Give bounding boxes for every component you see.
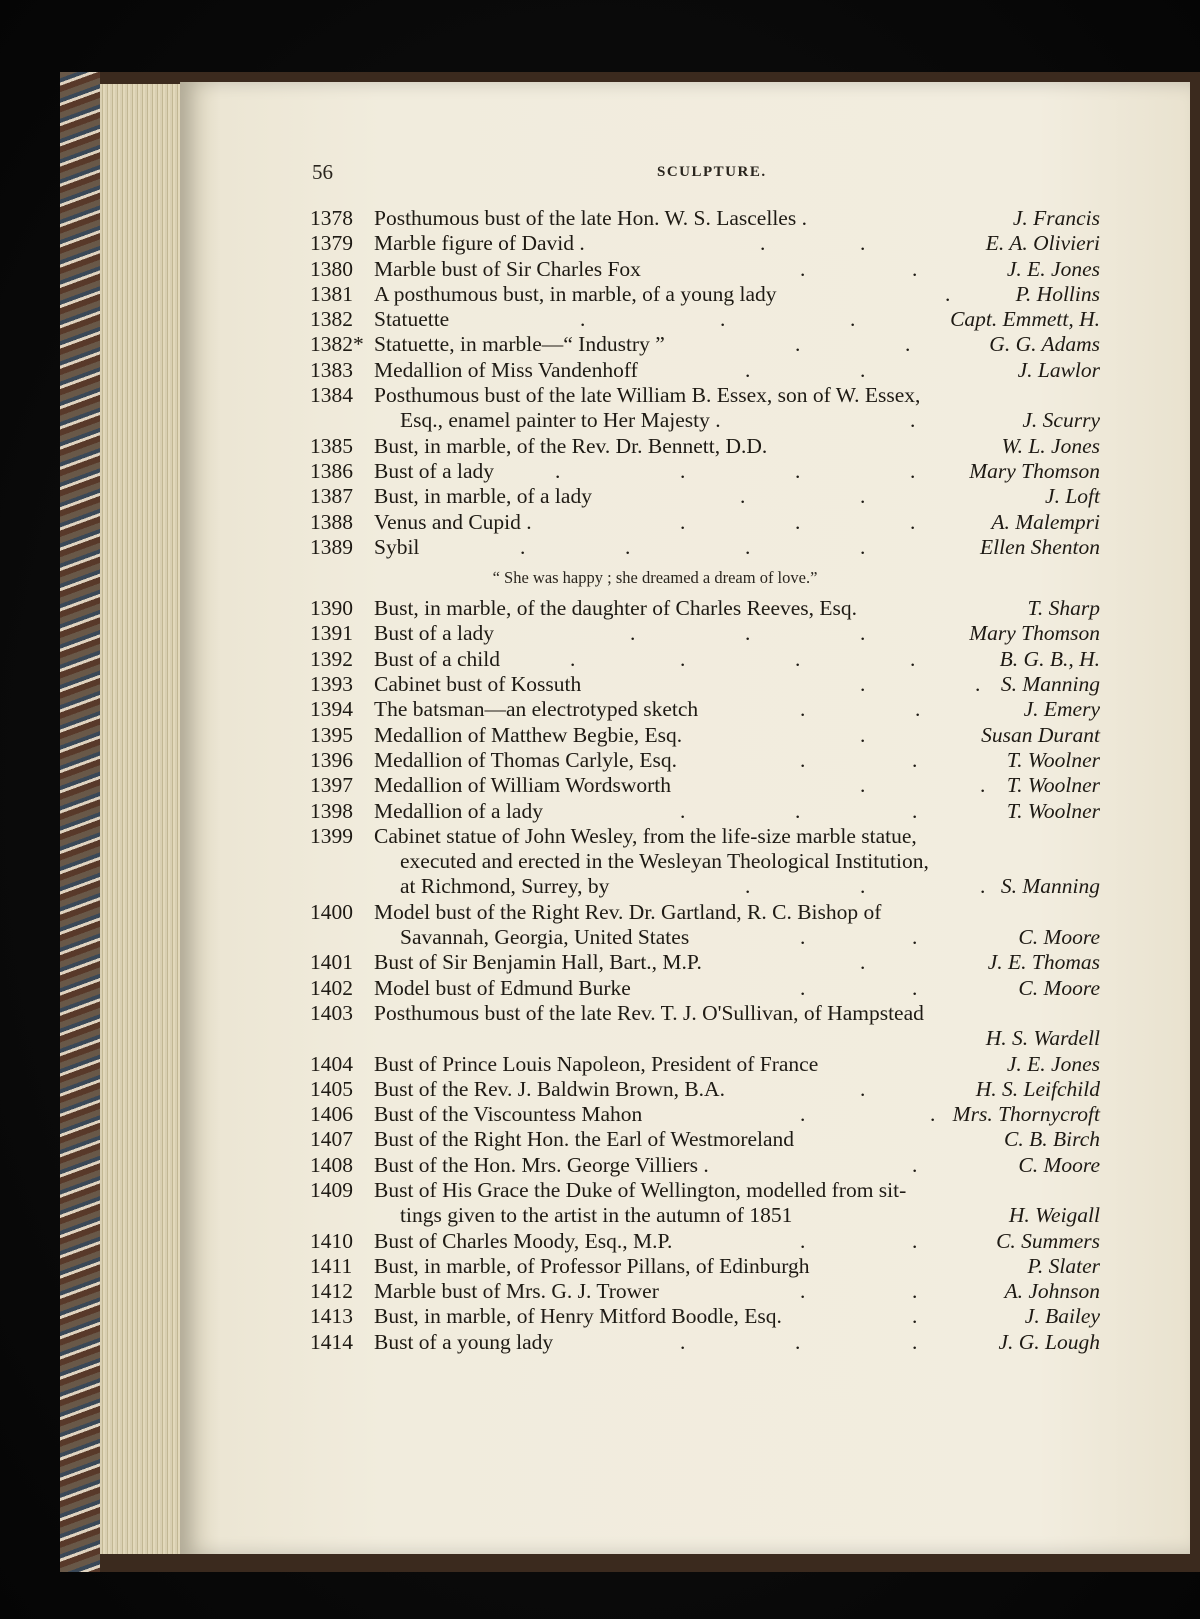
leader-dot: . [680, 798, 686, 823]
entry-title: Posthumous bust of the late Rev. T. J. O'Sullivan, of Hampstead [374, 1000, 924, 1025]
entry-number: 1385 [310, 433, 353, 458]
catalogue-entry [0, 849, 1200, 874]
entry-number: 1386 [310, 458, 353, 483]
entry-number: 1378 [310, 206, 353, 230]
entry-title: Bust, in marble, of Henry Mitford Boodle, Esq. [374, 1304, 782, 1329]
entry-artist: T. Sharp [1027, 596, 1100, 621]
entry-artist: Mrs. Thornycroft [952, 1102, 1100, 1127]
entry-title: Marble bust of Sir Charles Fox [374, 256, 641, 281]
entry-artist: T. Woolner [1006, 798, 1100, 823]
entry-artist: J. G. Lough [998, 1329, 1100, 1354]
entry-number: 1413 [310, 1304, 353, 1329]
leader-dots [0, 697, 1200, 722]
entry-artist: C. Summers [996, 1228, 1100, 1253]
catalogue-entry [0, 950, 1200, 975]
leader-dot: . [800, 925, 806, 950]
leader-dot: . [912, 1152, 918, 1177]
entry-number: 1384 [310, 383, 353, 408]
entry-number: 1401 [310, 950, 353, 975]
entry-number: 1408 [310, 1152, 353, 1177]
leader-dot: . [860, 484, 866, 509]
catalogue-entry [0, 1330, 1200, 1355]
leader-dot: . [745, 874, 751, 899]
running-head [0, 160, 1200, 190]
leader-dot: . [945, 281, 951, 306]
entry-number: 1387 [310, 484, 353, 509]
entry-title: Bust of a lady [374, 458, 495, 483]
leader-dot: . [800, 697, 806, 722]
entry-number: 1406 [310, 1102, 353, 1127]
entry-artist: Ellen Shenton [979, 534, 1100, 559]
leader-dot: . [910, 408, 916, 433]
entry-number: 1396 [310, 747, 353, 772]
leader-dot: . [680, 458, 686, 483]
leader-dot: . [745, 621, 751, 646]
catalogue-entry [0, 1178, 1200, 1203]
entry-number: 1410 [310, 1228, 353, 1253]
entry-title: Bust of Charles Moody, Esq., M.P. [374, 1228, 673, 1253]
leader-dot: . [800, 1102, 806, 1127]
entry-number: 1383 [310, 357, 353, 382]
leader-dot: . [745, 357, 751, 382]
entry-number: 1380 [310, 256, 353, 281]
leader-dot: . [680, 646, 686, 671]
leader-dot: . [580, 307, 586, 332]
entry-number: 1382* [310, 332, 364, 357]
catalogue-entry [0, 434, 1200, 459]
leader-dot: . [680, 1329, 686, 1354]
catalogue-entry [0, 231, 1200, 256]
leader-dot: . [795, 798, 801, 823]
leader-dot: . [740, 484, 746, 509]
entry-artist: J. E. Jones [1006, 256, 1100, 281]
catalogue-entry [0, 874, 1200, 899]
entry-number: 1411 [310, 1253, 353, 1278]
entry-number: 1391 [310, 621, 353, 646]
catalogue-entry [0, 484, 1200, 509]
catalogue-entry [0, 1001, 1200, 1026]
leader-dot: . [912, 798, 918, 823]
entry-title: Savannah, Georgia, United States [400, 925, 690, 950]
entry-artist: A. Johnson [1004, 1279, 1100, 1304]
entry-title: Statuette [374, 307, 450, 332]
entry-title: Medallion of Thomas Carlyle, Esq. [374, 747, 677, 772]
catalogue-entry [0, 697, 1200, 722]
entry-number: 1402 [310, 975, 353, 1000]
entry-title: Medallion of a lady [374, 798, 543, 823]
leader-dot: . [795, 458, 801, 483]
leader-dot: . [795, 1329, 801, 1354]
leader-dot: . [915, 697, 921, 722]
leader-dot: . [850, 307, 856, 332]
catalogue-entry [0, 358, 1200, 383]
leader-dot: . [912, 1329, 918, 1354]
entry-title: Posthumous bust of the late Hon. W. S. Lascelles . [374, 206, 807, 230]
entry-artist: W. L. Jones [1001, 433, 1100, 458]
entry-title: Bust, in marble, of Professor Pillans, of Edinburgh [374, 1253, 810, 1278]
entry-title: Sybil [374, 534, 420, 559]
catalogue-entry [0, 976, 1200, 1001]
entry-number: 1394 [310, 697, 353, 722]
entry-title: Bust of Prince Louis Napoleon, President of France [374, 1051, 819, 1076]
entry-title: The batsman—an electrotyped sketch [374, 697, 699, 722]
entry-title: Medallion of Matthew Begbie, Esq. [374, 722, 683, 747]
entry-artist: C. Moore [1018, 925, 1100, 950]
leader-dot: . [912, 1228, 918, 1253]
leader-dot: . [520, 534, 526, 559]
catalogue-entry [0, 1102, 1200, 1127]
leader-dot: . [860, 231, 866, 256]
entry-number: 1392 [310, 646, 353, 671]
leader-dots [0, 596, 1200, 621]
page-number: 56 [312, 160, 333, 184]
catalogue-entry [0, 1052, 1200, 1077]
leader-dots [0, 1178, 1200, 1203]
leader-dot: . [625, 534, 631, 559]
entry-artist: H. S. Leifchild [975, 1076, 1100, 1101]
leader-dot: . [910, 646, 916, 671]
leader-dots [0, 1304, 1200, 1329]
catalogue-entry [0, 408, 1200, 433]
leader-dot: . [905, 332, 911, 357]
catalogue-entry [0, 459, 1200, 484]
entry-title: A posthumous bust, in marble, of a young lady [374, 281, 777, 306]
entry-title: Bust of the Viscountess Mahon [374, 1102, 643, 1127]
entry-title: Medallion of Miss Vandenhoff [374, 357, 638, 382]
entry-title: Cabinet statue of John Wesley, from the life-size marble statue, [374, 823, 917, 848]
catalogue-entry [0, 1254, 1200, 1279]
leader-dot: . [800, 256, 806, 281]
entry-artist: H. Weigall [1008, 1203, 1100, 1228]
leader-dot: . [720, 307, 726, 332]
entry-artist: H. S. Wardell [985, 1026, 1100, 1051]
entry-number: 1409 [310, 1177, 353, 1202]
catalogue-entry [0, 900, 1200, 925]
entry-artist: J. E. Thomas [987, 950, 1100, 975]
entry-artist: G. G. Adams [989, 332, 1100, 357]
leader-dot: . [555, 458, 561, 483]
catalogue-entry [0, 647, 1200, 672]
entry-number: 1395 [310, 722, 353, 747]
entry-artist: Capt. Emmett, H. [950, 307, 1100, 332]
entry-title: tings given to the artist in the autumn of 1851 [400, 1203, 793, 1228]
entry-artist: J. Lawlor [1017, 357, 1100, 382]
catalogue-entry [0, 1127, 1200, 1152]
entry-artist: J. Emery [1023, 697, 1100, 722]
entry-number: 1381 [310, 281, 353, 306]
catalogue-entry [0, 1026, 1200, 1051]
leader-dot: . [860, 621, 866, 646]
leader-dots [0, 1254, 1200, 1279]
leader-dot: . [795, 646, 801, 671]
catalogue-entry [0, 621, 1200, 646]
entry-title: Marble figure of David . [374, 231, 585, 256]
leader-dot: . [795, 332, 801, 357]
leader-dot: . [760, 231, 766, 256]
catalogue-entry [0, 257, 1200, 282]
entry-artist: S. Manning [1000, 672, 1100, 697]
entry-artist: J. Scurry [1022, 408, 1100, 433]
catalogue-entry [0, 723, 1200, 748]
entry-artist: B. G. B., H. [999, 646, 1100, 671]
leader-dot: . [910, 509, 916, 534]
catalogue-entry [0, 1153, 1200, 1178]
leader-dot: . [570, 646, 576, 671]
entry-artist: E. A. Olivieri [985, 231, 1100, 256]
leader-dot: . [975, 672, 981, 697]
entry-title: Esq., enamel painter to Her Majesty . [400, 408, 721, 433]
leader-dot: . [800, 975, 806, 1000]
entry-number: 1405 [310, 1076, 353, 1101]
leader-dots [0, 849, 1200, 874]
leader-dot: . [860, 1076, 866, 1101]
entry-number: 1398 [310, 798, 353, 823]
leader-dot: . [912, 975, 918, 1000]
entry-artist: T. Woolner [1006, 773, 1100, 798]
leader-dot: . [930, 1102, 936, 1127]
catalogue-entry [0, 307, 1200, 332]
entry-artist: J. E. Jones [1006, 1051, 1100, 1076]
entry-number: 1393 [310, 672, 353, 697]
entry-title: Bust of the Right Hon. the Earl of Westmoreland [374, 1127, 795, 1152]
catalogue-entry [0, 282, 1200, 307]
leader-dots [0, 408, 1200, 433]
entry-artist: A. Malempri [991, 509, 1100, 534]
catalogue-entry [0, 1229, 1200, 1254]
page-heading: SCULPTURE. [657, 164, 767, 180]
entry-title: Venus and Cupid . [374, 509, 532, 534]
leader-dot: . [860, 722, 866, 747]
leader-dot: . [912, 1279, 918, 1304]
catalogue-entry [0, 596, 1200, 621]
catalogue-entry [0, 925, 1200, 950]
catalogue-entry [0, 672, 1200, 697]
entry-artist: J. Bailey [1024, 1304, 1100, 1329]
entry-number: 1414 [310, 1329, 353, 1354]
catalogue-entry [0, 1279, 1200, 1304]
entry-title: executed and erected in the Wesleyan Theological Institution, [400, 849, 929, 874]
leader-dot: . [980, 773, 986, 798]
leader-dot: . [860, 534, 866, 559]
leader-dots [0, 824, 1200, 849]
leader-dot: . [860, 874, 866, 899]
catalogue-entry [0, 206, 1200, 231]
leader-dot: . [800, 747, 806, 772]
catalogue-entry [0, 332, 1200, 357]
entry-title: Marble bust of Mrs. G. J. Trower [374, 1279, 659, 1304]
leader-dot: . [912, 925, 918, 950]
entry-number: 1389 [310, 534, 353, 559]
entry-title: Bust of the Rev. J. Baldwin Brown, B.A. [374, 1076, 725, 1101]
entry-title: Bust, in marble, of the Rev. Dr. Bennett, D.D. [374, 433, 768, 458]
leader-dots [0, 383, 1200, 408]
leader-dot: . [745, 534, 751, 559]
entry-title: Bust of Sir Benjamin Hall, Bart., M.P. [374, 950, 702, 975]
entry-title: Statuette, in marble—“ Industry ” [374, 332, 665, 357]
catalogue-entry [0, 824, 1200, 849]
entry-number: 1412 [310, 1279, 353, 1304]
entry-number: 1399 [310, 823, 353, 848]
entry-artist: Susan Durant [981, 722, 1100, 747]
entry-title: Bust of a child [374, 646, 500, 671]
entry-title: Bust of His Grace the Duke of Wellington, modelled from sit- [374, 1177, 907, 1202]
entry-number: 1407 [310, 1127, 353, 1152]
entry-title: Medallion of William Wordsworth [374, 773, 671, 798]
catalogue-entry [0, 799, 1200, 824]
entry-artist: P. Slater [1027, 1253, 1100, 1278]
entry-number: 1397 [310, 773, 353, 798]
leader-dot: . [860, 950, 866, 975]
entry-title: Bust of a lady [374, 621, 495, 646]
leader-dot: . [912, 1304, 918, 1329]
epigraph-quote: “ She was happy ; she dreamed a dream of love.” [492, 568, 818, 588]
entry-title: at Richmond, Surrey, by [400, 874, 610, 899]
catalogue-entry [0, 383, 1200, 408]
entry-title: Model bust of the Right Rev. Dr. Gartland, R. C. Bishop of [374, 899, 882, 924]
entry-number: 1400 [310, 899, 353, 924]
leader-dot: . [980, 874, 986, 899]
leader-dot: . [680, 509, 686, 534]
entry-artist: S. Manning [1000, 874, 1100, 899]
entry-title: Bust of the Hon. Mrs. George Villiers . [374, 1152, 709, 1177]
entry-title: Posthumous bust of the late William B. Essex, son of W. Essex, [374, 383, 921, 408]
leader-dots [0, 900, 1200, 925]
entry-artist: P. Hollins [1015, 281, 1100, 306]
catalogue-entries [0, 206, 1200, 1355]
entry-number: 1390 [310, 596, 353, 621]
entry-artist: T. Woolner [1006, 747, 1100, 772]
catalogue-entry [0, 510, 1200, 535]
entry-group-b [0, 596, 1200, 1355]
entry-title: Bust of a young lady [374, 1329, 554, 1354]
entry-artist: C. B. Birch [1004, 1127, 1100, 1152]
catalogue-entry [0, 1304, 1200, 1329]
entry-title: Model bust of Edmund Burke [374, 975, 631, 1000]
entry-artist: C. Moore [1018, 1152, 1100, 1177]
entry-artist: C. Moore [1018, 975, 1100, 1000]
leader-dot: . [800, 1279, 806, 1304]
catalogue-entry [0, 1203, 1200, 1228]
entry-number: 1382 [310, 307, 353, 332]
entry-number: 1403 [310, 1000, 353, 1025]
catalogue-entry [0, 1077, 1200, 1102]
entry-group-a [0, 206, 1200, 560]
leader-dot: . [860, 357, 866, 382]
leader-dot: . [910, 458, 916, 483]
leader-dot: . [860, 773, 866, 798]
catalogue-entry [0, 748, 1200, 773]
leader-dot: . [912, 747, 918, 772]
leader-dot: . [800, 1228, 806, 1253]
leader-dots [0, 1001, 1200, 1026]
leader-dot: . [912, 256, 918, 281]
entry-number: 1379 [310, 231, 353, 256]
leader-dot: . [795, 509, 801, 534]
entry-artist: J. Francis [1012, 206, 1100, 230]
entry-artist: Mary Thomson [969, 621, 1100, 646]
catalogue-entry [0, 535, 1200, 560]
entry-title: Bust, in marble, of a lady [374, 484, 592, 509]
leader-dots [0, 484, 1200, 509]
leader-dot: . [860, 672, 866, 697]
entry-number: 1388 [310, 509, 353, 534]
catalogue-entry [0, 773, 1200, 798]
entry-title: Cabinet bust of Kossuth [374, 672, 582, 697]
entry-title: Bust, in marble, of the daughter of Charles Reeves, Esq. [374, 596, 858, 621]
entry-artist: Mary Thomson [969, 458, 1100, 483]
entry-number: 1404 [310, 1051, 353, 1076]
leader-dot: . [630, 621, 636, 646]
entry-artist: J. Loft [1045, 484, 1100, 509]
